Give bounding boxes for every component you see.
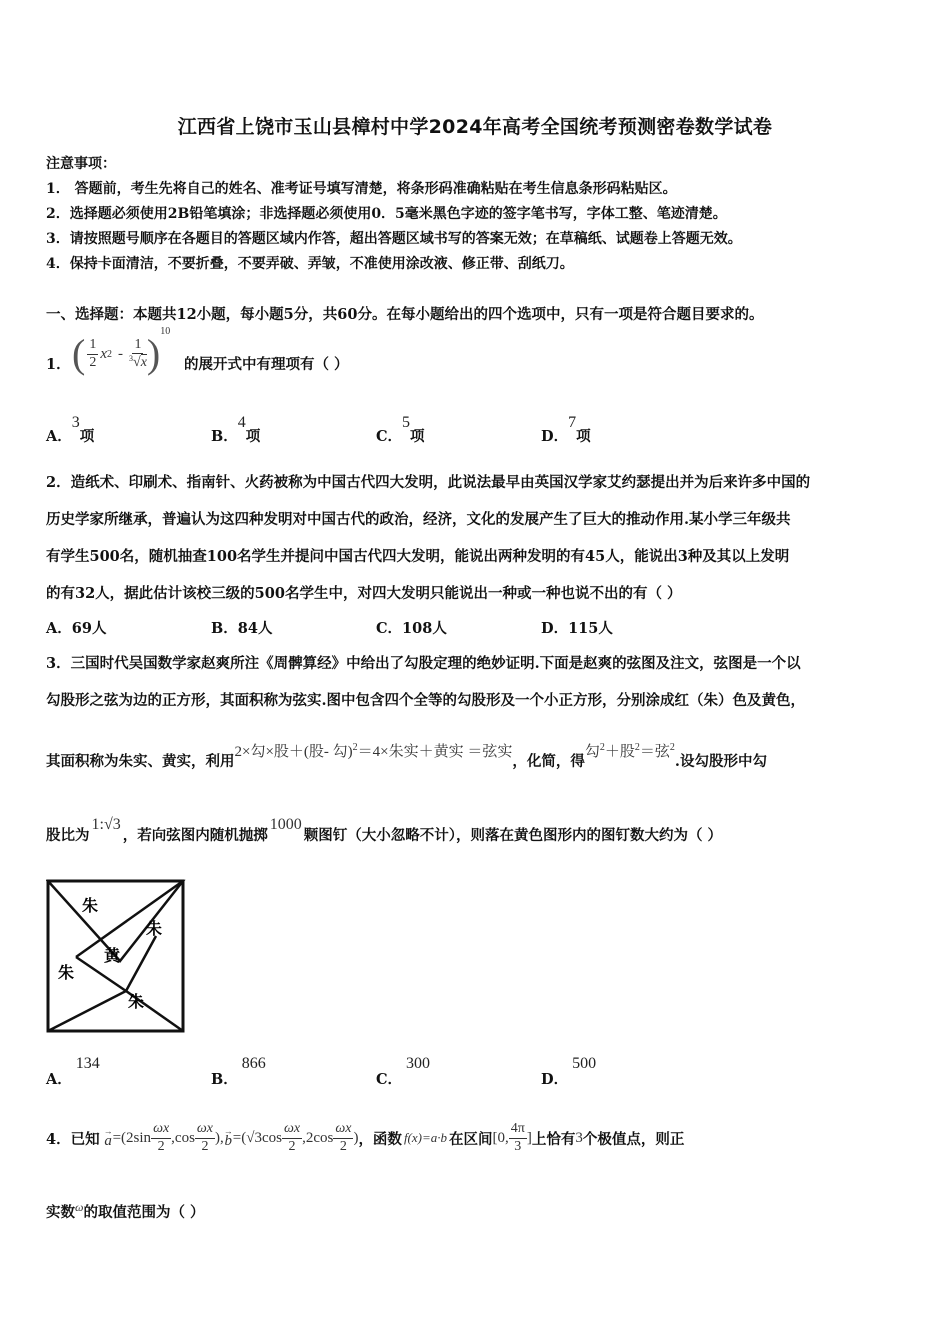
q1-option-d[interactable]: D．7项 bbox=[541, 414, 591, 445]
q2-line-2: 历史学家所继承，普遍认为这四种发明对中国古代的政治，经济，文化的发展产生了巨大的推动作用.某小学三年级共 bbox=[46, 511, 791, 528]
zhu-label-right: 朱 bbox=[146, 919, 163, 938]
q1-stem: 的展开式中有理项有（ ） bbox=[184, 356, 349, 373]
q3-option-a[interactable]: A．134 bbox=[46, 1055, 100, 1088]
q3-option-b[interactable]: B．866 bbox=[211, 1055, 266, 1088]
q4-line-2: 实数$^\omega$的取值范围为（ ） bbox=[46, 1200, 205, 1221]
zhu-label-bottom: 朱 bbox=[128, 992, 145, 1011]
q1-number: 1． bbox=[46, 356, 71, 373]
page-title: 江西省上饶市玉山县樟村中学2024年高考全国统考预测密卷数学试卷 bbox=[177, 116, 773, 138]
huang-label: 黄 bbox=[104, 946, 121, 965]
q3-line-2: 勾股形之弦为边的正方形，其面积称为弦实.图中包含四个全等的勾股形及一个小正方形，分别涂成红（朱）色及黄色， bbox=[46, 692, 806, 709]
q3-line-4: 股比为 1:√3 ，若向弦图内随机抛掷 1000 颗图钉（大小忽略不计），则落在黄色图形内的图钉数大约为（ ） bbox=[46, 816, 723, 844]
q1-option-b[interactable]: B．4项 bbox=[211, 414, 261, 445]
q2-option-a[interactable]: A．69人 bbox=[46, 620, 107, 637]
q3-line-3: 其面积称为朱实、黄实，利用 2×勾×股＋(股- 勾)$^2$＝4×朱实＋黄实 ＝弦实 ，化简，得 勾$^2$＋股$^2$＝弦$^2$ .设勾股形中勾 bbox=[46, 742, 767, 770]
q2-line-1: 2．造纸术、印刷术、指南针、火药被称为中国古代四大发明，此说法最早由英国汉学家艾约瑟提出并为后来许多中国的 bbox=[46, 474, 811, 491]
section-heading: 一、选择题：本题共12小题，每小题5分，共60分。在每小题给出的四个选项中，只有一项是符合题目要求的。 bbox=[46, 306, 764, 323]
notice-item-4: 4．保持卡面清洁，不要折叠，不要弄破、弄皱，不准使用涂改液、修正带、刮纸刀。 bbox=[46, 256, 574, 272]
q2-line-4: 的有32人，据此估计该校三级的500名学生中，对四大发明只能说出一种或一种也说不出的有（ ） bbox=[46, 585, 682, 602]
notice-heading: 注意事项： bbox=[46, 156, 116, 172]
zhu-label-left: 朱 bbox=[58, 963, 75, 982]
q4-line-1: 4．已知 → a =(2sin $\frac{\omega x}{2}$ ,cos $\frac{\omega x}{2}$ ), → b =(√3cos $\frac{\omega x}{2}$ ,2cos $\frac{\omega x}{2}$ ) ，函数 f(x)=a·b 在区间 [0, $\frac{4\pi}{3}$ ] 上恰有 3 个极值点，则正 bbox=[46, 1121, 685, 1154]
q1-option-c[interactable]: C．5项 bbox=[376, 414, 425, 445]
zhu-label-top: 朱 bbox=[82, 896, 99, 915]
notice-item-1: 1． 答题前，考生先将自己的姓名、准考证号填写清楚，将条形码准确粘贴在考生信息条形码粘贴区。 bbox=[46, 181, 677, 197]
notice-item-2: 2．选择题必须使用2B铅笔填涂；非选择题必须使用0．5毫米黑色字迹的签字笔书写，字体工整、笔迹清楚。 bbox=[46, 206, 727, 222]
q2-option-c[interactable]: C．108人 bbox=[376, 620, 447, 637]
xian-diagram bbox=[46, 879, 186, 1034]
q3-option-c[interactable]: C．300 bbox=[376, 1055, 431, 1088]
q3-option-d[interactable]: D．500 bbox=[541, 1055, 597, 1088]
q1-expression: ( $\frac{1}{2}$ x 2 - $\frac{1}{^3√x}$ ) 10 bbox=[72, 326, 171, 376]
q2-option-b[interactable]: B．84人 bbox=[211, 620, 273, 637]
q2-option-d[interactable]: D．115人 bbox=[541, 620, 613, 637]
q3-line-1: 3．三国时代吴国数学家赵爽所注《周髀算经》中给出了勾股定理的绝妙证明.下面是赵爽的弦图及注文，弦图是一个以 bbox=[46, 655, 801, 672]
notice-item-3: 3．请按照题号顺序在各题目的答题区域内作答，超出答题区域书写的答案无效；在草稿纸、试题卷上答题无效。 bbox=[46, 231, 742, 247]
q1-option-a[interactable]: A．3项 bbox=[46, 414, 95, 445]
q2-line-3: 有学生500名，随机抽查100名学生并提问中国古代四大发明，能说出两种发明的有45人，能说出3种及其以上发明 bbox=[46, 548, 790, 565]
